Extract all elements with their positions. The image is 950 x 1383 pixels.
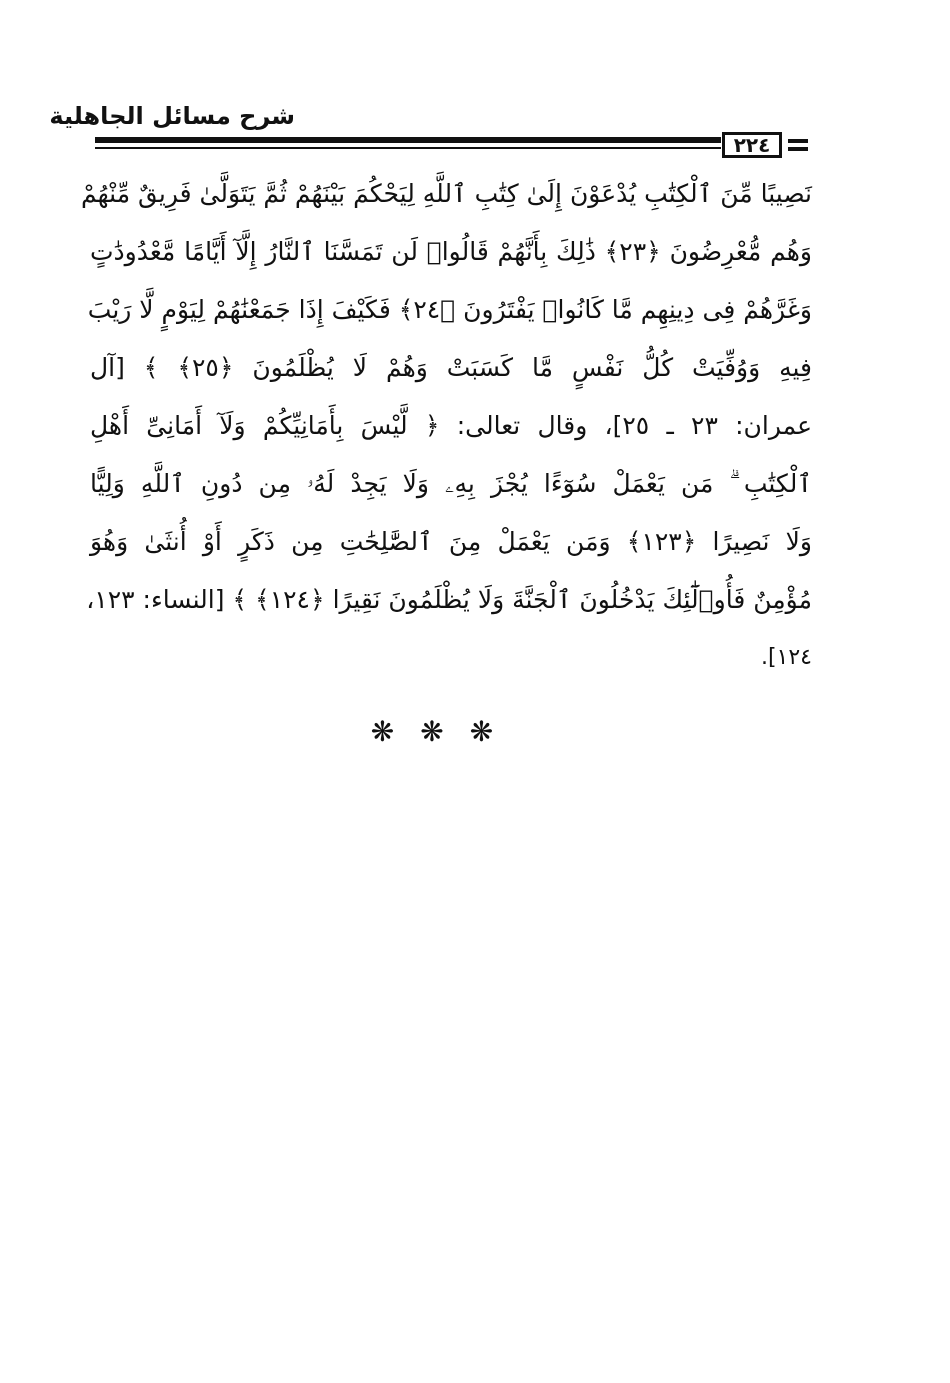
text-line: نَصِيبًا مِّنَ ٱلْكِتَٰبِ يُدْعَوْنَ إِلَىٰ كِتَٰبِ ٱللَّهِ لِيَحْكُمَ بَيْنَهُمْ ثُمَّ يَتَوَلَّىٰ فَرِيقٌ مِّنْهُمْ (81, 179, 812, 208)
page-number: ٢٢٤ (722, 132, 782, 158)
header-dash-mark (788, 147, 808, 151)
text-line: وَغَرَّهُمْ فِى دِينِهِم مَّا كَانُوا۟ يَفْتَرُونَ ﴿٢٤﴾ فَكَيْفَ إِذَا جَمَعْنَٰهُمْ لِيَوْمٍ لَّا رَيْبَ (87, 295, 812, 324)
running-title: شرح مسائل الجاهلية (49, 102, 295, 130)
text-line: ١٢٤]. (760, 645, 812, 670)
header-dash-mark (788, 139, 808, 143)
header-rule-thick (95, 137, 721, 143)
text-line: عمران: ٢٣ ـ ٢٥]، وقال تعالى: ﴿ لَّيْسَ بِأَمَانِيِّكُمْ وَلَآ أَمَانِىِّ أَهْلِ (90, 411, 812, 440)
text-line: فِيهِ وَوُفِّيَتْ كُلُّ نَفْسٍ مَّا كَسَبَتْ وَهُمْ لَا يُظْلَمُونَ ﴿٢٥﴾ ﴾ [آل (90, 353, 812, 382)
text-line: مُؤْمِنٌ فَأُو۟لَٰٓئِكَ يَدْخُلُونَ ٱلْجَنَّةَ وَلَا يُظْلَمُونَ نَقِيرًا ﴿١٢٤﴾ ﴾ [النساء: ١٢٣، (86, 585, 812, 614)
main-text (81, 165, 813, 687)
section-divider-stars: ❋❋❋ (370, 715, 520, 748)
text-line: وَهُم مُّعْرِضُونَ ﴿٢٣﴾ ذَٰلِكَ بِأَنَّهُمْ قَالُوا۟ لَن تَمَسَّنَا ٱلنَّارُ إِلَّآ أَيَّامًا مَّعْدُودَٰتٍ (90, 237, 812, 266)
text-line: وَلَا نَصِيرًا ﴿١٢٣﴾ وَمَن يَعْمَلْ مِنَ ٱلصَّٰلِحَٰتِ مِن ذَكَرٍ أَوْ أُنثَىٰ وَهُوَ (90, 527, 813, 556)
text-line: ٱلْكِتَٰبِ ۗ مَن يَعْمَلْ سُوٓءًا يُجْزَ بِهِۦ وَلَا يَجِدْ لَهُۥ مِن دُونِ ٱللَّهِ وَلِيًّا (90, 469, 812, 498)
header-rule-thin (95, 147, 721, 149)
